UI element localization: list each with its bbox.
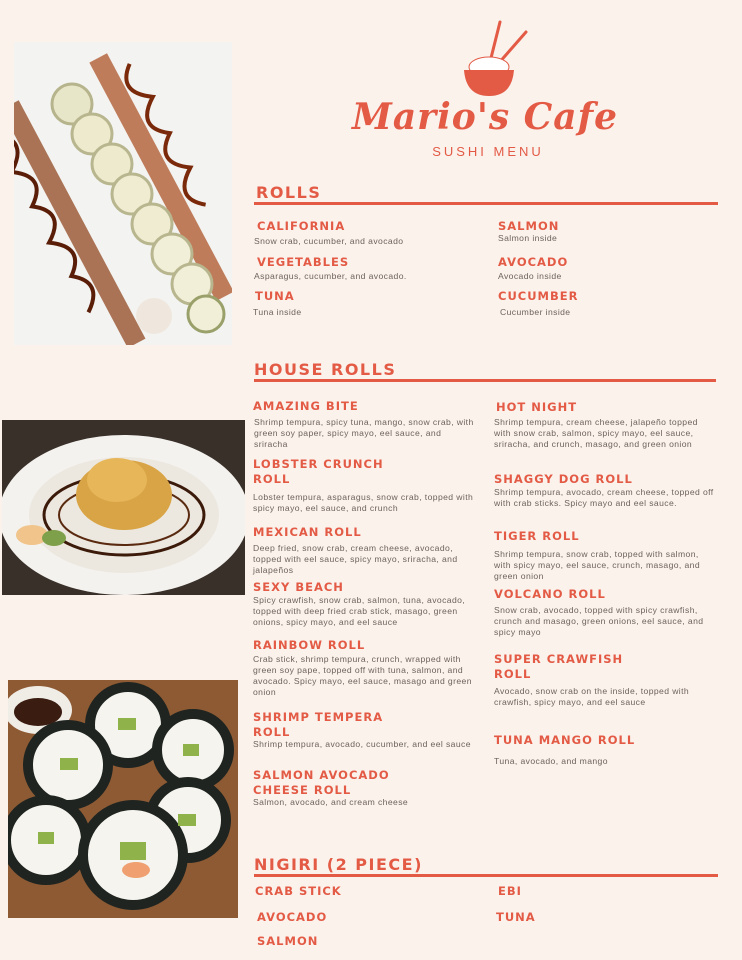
section-heading-house-rolls: HOUSE ROLLS (254, 360, 397, 379)
menu-item-desc: Tuna inside (253, 307, 302, 317)
menu-item-name: HOT NIGHT (496, 400, 578, 414)
menu-subtitle: SUSHI MENU (432, 144, 544, 159)
menu-item-desc: Spicy crawfish, snow crab, salmon, tuna, avocado, topped with deep fried crab stick, masago, green onions, spicy mayo, and eel sauce (253, 595, 466, 627)
menu-item-name: VOLCANO ROLL (494, 587, 606, 601)
menu-item-desc: Salmon inside (498, 233, 558, 243)
rice-bowl-chopsticks-icon (462, 20, 528, 100)
menu-item-desc: Crab stick, shrimp tempura, crunch, wrapped with green soy pape, topped off with tuna, salmon, and avocado. Spicy mayo, eel sauce, masago and green onion (253, 654, 472, 697)
menu-item-desc: Lobster tempura, asparagus, snow crab, topped with spicy mayo, eel sauce, and crunch (253, 492, 474, 513)
menu-item-desc: Tuna, avocado, and mango (494, 756, 608, 766)
menu-item-name: RAINBOW ROLL (253, 638, 366, 652)
menu-item-desc: Shrimp tempura, snow crab, topped with salmon, with spicy mayo, eel sauce, crunch, masago, and green onion (494, 549, 701, 581)
menu-item-name: SHAGGY DOG ROLL (494, 472, 633, 486)
cafe-name: Mario's Cafe (351, 96, 619, 138)
menu-item-name: CRAB STICK (255, 884, 342, 898)
menu-item-desc: Deep fried, snow crab, cream cheese, avocado, topped with eel sauce, spicy mayo, sriracha, and jalapeños (253, 543, 458, 575)
maki-rolls-photo (8, 680, 238, 918)
menu-item-desc: Shrimp tempura, avocado, cream cheese, topped off with crab sticks. Spicy mayo and eel sauce. (494, 487, 714, 508)
menu-item-name: SALMON (498, 219, 560, 233)
menu-item-desc: Avocado, snow crab on the inside, topped with crawfish, spicy mayo, and eel sauce (494, 686, 690, 707)
menu-item-desc: Shrimp tempura, cream cheese, jalapeño topped with snow crab, salmon, spicy mayo, eel sauce, sriracha, and crunch, masago, and green onion (494, 417, 698, 449)
menu-item-desc: Snow crab, avocado, topped with spicy crawfish, crunch and masago, green onions, eel sauce, and spicy mayo (494, 605, 704, 637)
section-heading-nigiri: NIGIRI (2 PIECE) (254, 855, 423, 874)
menu-item-name: TUNA (255, 289, 295, 303)
menu-item-name: SUPER CRAWFISH ROLL (494, 652, 624, 681)
menu-item-name: AVOCADO (257, 910, 328, 924)
menu-item-desc: Salmon, avocado, and cream cheese (253, 797, 409, 807)
section-heading-rolls: ROLLS (256, 183, 322, 202)
menu-item-name: CALIFORNIA (257, 219, 346, 233)
menu-item-desc: Asparagus, cucumber, and avocado. (254, 271, 407, 281)
menu-item-name: TUNA (496, 910, 536, 924)
menu-item-name: EBI (498, 884, 522, 898)
section-divider (254, 202, 718, 205)
amazing-bite-photo (2, 420, 245, 595)
menu-item-name: AMAZING BITE (253, 399, 359, 413)
menu-item-desc: Shrimp tempura, spicy tuna, mango, snow crab, with green soy paper, spicy mayo, eel sauce, and sriracha (254, 417, 474, 449)
menu-item-desc: Shrimp tempura, avocado, cucumber, and eel sauce (253, 739, 471, 749)
menu-item-desc: Snow crab, cucumber, and avocado (254, 236, 404, 246)
menu-item-name: TIGER ROLL (494, 529, 580, 543)
sushi-rolls-photo (14, 42, 232, 345)
menu-item-name: AVOCADO (498, 255, 569, 269)
menu-item-name: LOBSTER CRUNCH ROLL (253, 457, 384, 486)
menu-item-name: CUCUMBER (498, 289, 579, 303)
section-divider (254, 379, 716, 382)
menu-item-name: TUNA MANGO ROLL (494, 733, 636, 747)
section-divider (254, 874, 718, 877)
menu-item-name: SEXY BEACH (253, 580, 344, 594)
menu-item-name: SALMON (257, 934, 319, 948)
menu-item-name: VEGETABLES (257, 255, 350, 269)
menu-item-desc: Avocado inside (498, 271, 562, 281)
menu-item-desc: Cucumber inside (500, 307, 571, 317)
menu-item-name: SALMON AVOCADO CHEESE ROLL (253, 768, 390, 797)
menu-item-name: SHRIMP TEMPERA ROLL (253, 710, 384, 739)
menu-item-name: MEXICAN ROLL (253, 525, 362, 539)
